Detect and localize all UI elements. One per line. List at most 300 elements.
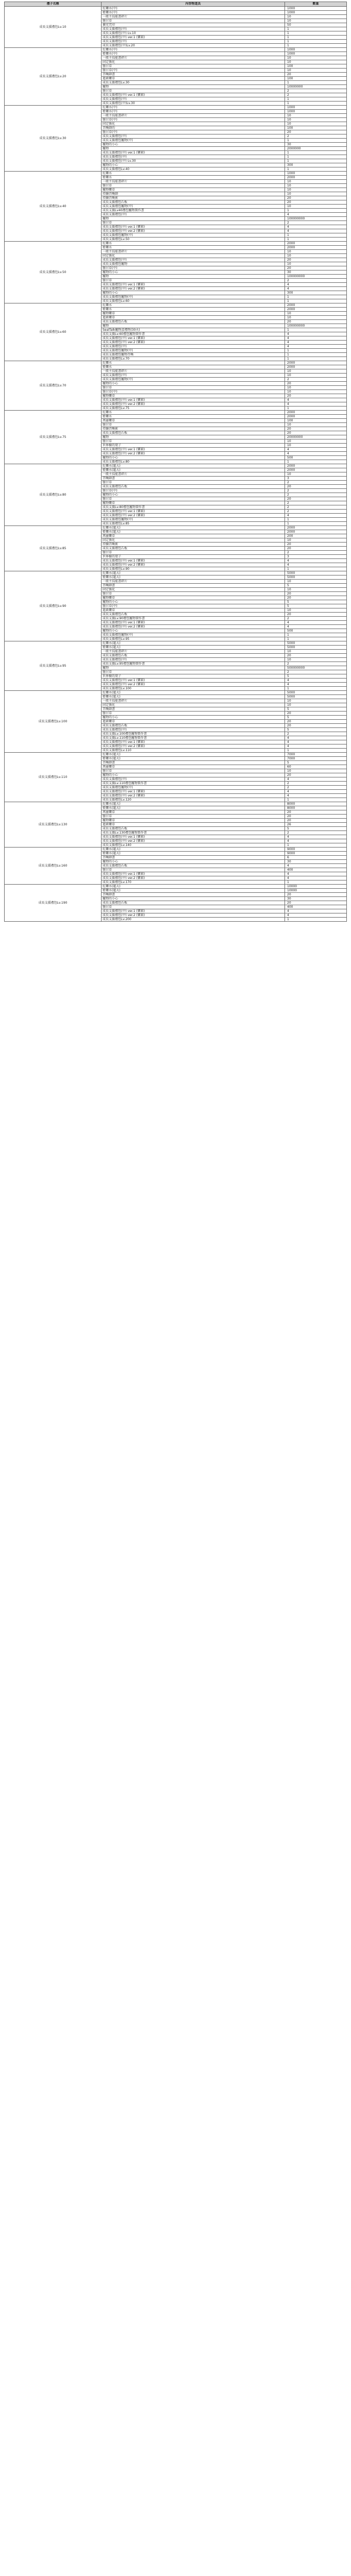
- item-quantity-cell: 5000: [285, 641, 347, 646]
- item-quantity-cell: 1: [285, 798, 347, 802]
- item-quantity-cell: 1: [285, 101, 347, 106]
- item-name-cell: 成長支援禮包Lv.120: [102, 798, 285, 802]
- item-quantity-cell: 10: [285, 608, 347, 613]
- item-quantity-cell: 1: [285, 357, 347, 361]
- table-row: [5, 848, 347, 852]
- item-quantity-cell: 20: [285, 73, 347, 77]
- item-name-cell: 紅藥水(超大): [102, 885, 285, 889]
- item-quantity-cell: 10: [285, 15, 347, 19]
- item-quantity-cell: 1: [285, 151, 347, 155]
- item-quantity-cell: 5000: [285, 571, 347, 575]
- item-quantity-cell: 20: [285, 810, 347, 815]
- item-name-cell: 成長支援禮包(中): [102, 97, 285, 101]
- item-name-cell: 召喚師書: [102, 856, 285, 860]
- item-name-cell: 進級藥草: [102, 720, 285, 724]
- item-quantity-cell: 2: [285, 831, 347, 835]
- item-name-cell: 醫甘草: [102, 423, 285, 427]
- item-name-cell: 成長支援禮包Lv.60: [102, 299, 285, 303]
- item-name-cell: 成長支援禮包(中) ver.1 (寶箱): [102, 151, 285, 155]
- item-quantity-cell: 10: [285, 439, 347, 444]
- item-name-cell: 醫甘草: [102, 670, 285, 674]
- item-quantity-cell: 5: [285, 600, 347, 604]
- item-quantity-cell: 2: [285, 493, 347, 497]
- item-quantity-cell: 400: [285, 868, 347, 872]
- item-quantity-cell: 4: [285, 909, 347, 913]
- item-name-cell: 一般主技能書碎片: [102, 56, 285, 60]
- item-name-cell: 成長支援禮包(中): [102, 27, 285, 31]
- item-name-cell: 成長支援禮包(中)Lv.30: [102, 101, 285, 106]
- item-name-cell: 成長支援禮包Lv.75: [102, 406, 285, 411]
- item-quantity-cell: 3: [285, 555, 347, 559]
- item-quantity-cell: 20: [285, 613, 347, 617]
- item-quantity-cell: 10: [285, 369, 347, 374]
- item-quantity-cell: 500: [285, 456, 347, 460]
- package-name-cell: 成長支援禮包Lv.60: [5, 303, 102, 361]
- item-name-cell: 成長支援禮包(中): [102, 777, 285, 782]
- item-quantity-cell: 4: [285, 213, 347, 217]
- item-name-cell: 成長支援禮包Lv.50: [102, 238, 285, 242]
- item-quantity-cell: 10: [285, 699, 347, 703]
- item-quantity-cell: 200: [285, 534, 347, 538]
- item-name-cell: 成長支援禮包(中): [102, 345, 285, 349]
- item-quantity-cell: 5: [285, 728, 347, 732]
- item-quantity-cell: 7000: [285, 753, 347, 757]
- header-content: 內容物道具: [102, 2, 285, 7]
- item-quantity-cell: 2000: [285, 365, 347, 369]
- item-name-cell: 成長支援禮包(中) ver.2 (寶箱): [102, 514, 285, 518]
- item-quantity-cell: 1000: [285, 48, 347, 52]
- item-quantity-cell: 2: [285, 782, 347, 786]
- item-name-cell: 藍藥水: [102, 308, 285, 312]
- package-name-cell: 成長支援禮包Lv.95: [5, 641, 102, 691]
- item-name-cell: 成長支援禮包石板: [102, 724, 285, 728]
- item-name-cell: 寵物的小心: [102, 270, 285, 275]
- item-name-cell: 寵物藥草: [102, 819, 285, 823]
- package-name-cell: 成長支援禮包Lv.70: [5, 361, 102, 411]
- item-name-cell: 成長支援禮包(中) ver.1 (寶箱): [102, 448, 285, 452]
- item-quantity-cell: 3: [285, 477, 347, 481]
- table-row: [5, 571, 347, 575]
- item-quantity-cell: 10: [285, 650, 347, 654]
- item-quantity-cell: 6: [285, 856, 347, 860]
- item-name-cell: 持續召喚術: [102, 543, 285, 547]
- item-quantity-cell: 1000: [285, 11, 347, 15]
- item-name-cell: 寵物的小心: [102, 629, 285, 633]
- item-name-cell: 紅藥水(超大): [102, 753, 285, 757]
- item-name-cell: 固定強化: [102, 538, 285, 543]
- item-quantity-cell: 10: [285, 184, 347, 188]
- item-name-cell: 紅藥水: [102, 361, 285, 365]
- item-quantity-cell: 5000: [285, 646, 347, 650]
- item-name-cell: 成長支援禮包(中): [102, 728, 285, 732]
- header-row: [5, 2, 347, 7]
- item-quantity-cell: 2000: [285, 246, 347, 250]
- item-name-cell: 藍藥水(超大): [102, 530, 285, 534]
- package-name-cell: 成長支援禮包Lv.10: [5, 7, 102, 48]
- item-name-cell: 成長支援禮包Lv.140: [102, 843, 285, 848]
- item-quantity-cell: 10: [285, 390, 347, 394]
- item-name-cell: 成長支援禮包石板: [102, 901, 285, 905]
- item-name-cell: 成長支援禮包(中): [102, 40, 285, 44]
- item-name-cell: 醫甘草(中): [102, 266, 285, 270]
- item-name-cell: 成長支援禮包(中) ver.2 (寶箱): [102, 625, 285, 629]
- item-quantity-cell: 2: [285, 481, 347, 485]
- item-quantity-cell: 400: [285, 905, 347, 909]
- item-name-cell: 成長支援禮包(中) ver.2 (寶箱): [102, 683, 285, 687]
- item-quantity-cell: 4: [285, 283, 347, 287]
- item-name-cell: 成長支援禮包(中) ver.2 (寶箱): [102, 876, 285, 880]
- document: [0, 0, 351, 922]
- item-name-cell: 成長支援禮包(中) ver.2 (寶箱): [102, 744, 285, 749]
- item-quantity-cell: 4: [285, 794, 347, 798]
- item-name-cell: 成長支援禮包Lv.100: [102, 687, 285, 691]
- item-name-cell: 紅藥水: [102, 172, 285, 176]
- item-quantity-cell: 20: [285, 654, 347, 658]
- item-quantity-cell: 1: [285, 139, 347, 143]
- item-quantity-cell: 4: [285, 790, 347, 794]
- item-name-cell: 寵物: [102, 435, 285, 439]
- package-name-cell: 成長支援禮包Lv.110: [5, 753, 102, 802]
- item-name-cell: 寵物的小心: [102, 382, 285, 386]
- table-row: [5, 106, 347, 110]
- item-name-cell: 寵物藥草: [102, 188, 285, 192]
- item-name-cell: 寵物: [102, 217, 285, 221]
- item-quantity-cell: 2: [285, 662, 347, 666]
- item-quantity-cell: 4: [285, 341, 347, 345]
- item-name-cell: 世界樹的葉子: [102, 674, 285, 679]
- item-quantity-cell: 2000: [285, 415, 347, 419]
- item-name-cell: 紅藥水(超大): [102, 848, 285, 852]
- item-name-cell: 藍藥水: [102, 415, 285, 419]
- item-quantity-cell: 5: [285, 674, 347, 679]
- item-quantity-cell: 10000: [285, 885, 347, 889]
- item-quantity-cell: 10: [285, 254, 347, 258]
- item-name-cell: 召喚師書: [102, 893, 285, 897]
- item-name-cell: 成長支援Lv.95禮包寵物製作書: [102, 662, 285, 666]
- item-name-cell: 醫甘草: [102, 19, 285, 23]
- table-row: [5, 464, 347, 468]
- item-name-cell: 成長支援Lv40禮包寵物製作書: [102, 209, 285, 213]
- item-quantity-cell: 2: [285, 93, 347, 97]
- package-name-cell: 成長支援禮包Lv.90: [5, 571, 102, 641]
- item-name-cell: 成長支援禮包(中): [102, 374, 285, 378]
- item-name-cell: 成長支援禮包石板: [102, 613, 285, 617]
- item-name-cell: 醫甘草: [102, 221, 285, 225]
- package-name-cell: 成長支援禮包Lv.75: [5, 411, 102, 464]
- item-name-cell: 成長支援禮包(中) ver.1 (寶箱): [102, 336, 285, 341]
- item-name-cell: 成長支援禮包(中) ver.2 (寶箱): [102, 341, 285, 345]
- package-table: [4, 2, 347, 922]
- item-quantity-cell: 5000: [285, 695, 347, 699]
- item-name-cell: 成長支援禮包(中) ver.1 (寶箱): [102, 835, 285, 839]
- item-quantity-cell: 1: [285, 27, 347, 31]
- item-quantity-cell: 10: [285, 580, 347, 584]
- item-name-cell: 成長支援禮包(中) Lv.30: [102, 159, 285, 163]
- item-name-cell: 持續召喚師: [102, 192, 285, 196]
- item-name-cell: 一般主技能書碎片: [102, 369, 285, 374]
- item-quantity-cell: 20: [285, 893, 347, 897]
- item-name-cell: 進級藥草: [102, 823, 285, 827]
- item-quantity-cell: 7000: [285, 757, 347, 761]
- item-name-cell: 成長支援禮包石板: [102, 320, 285, 324]
- item-name-cell: 紅藥水: [102, 411, 285, 415]
- item-quantity-cell: 5: [285, 827, 347, 831]
- item-name-cell: 醫甘草: [102, 386, 285, 390]
- item-quantity-cell: 9000: [285, 848, 347, 852]
- item-quantity-cell: 20: [285, 427, 347, 431]
- item-name-cell: 醫甘草: [102, 711, 285, 716]
- item-name-cell: 成長支援禮包Lv.85: [102, 522, 285, 526]
- package-name-cell: 成長支援禮包Lv.20: [5, 48, 102, 106]
- item-name-cell: 寵物的小心: [102, 456, 285, 460]
- item-quantity-cell: 1000: [285, 52, 347, 56]
- item-name-cell: 醫甘草: [102, 905, 285, 909]
- table-body: [5, 7, 347, 922]
- item-name-cell: 成長支援禮包(中) ver.2 (寶箱): [102, 563, 285, 567]
- item-name-cell: 成長支援Lv.110禮包寵物製作書: [102, 782, 285, 786]
- item-quantity-cell: 10: [285, 312, 347, 316]
- item-name-cell: 成長支援禮包(中) ver.1 (寶箱): [102, 621, 285, 625]
- item-quantity-cell: 10: [285, 114, 347, 118]
- item-name-cell: 寵物: [102, 324, 285, 328]
- item-quantity-cell: 30: [285, 270, 347, 275]
- item-quantity-cell: 20: [285, 497, 347, 501]
- table-row: [5, 691, 347, 695]
- item-quantity-cell: 4: [285, 559, 347, 563]
- item-quantity-cell: 4: [285, 835, 347, 839]
- item-quantity-cell: 2000: [285, 242, 347, 246]
- item-name-cell: 紅藥水(中): [102, 106, 285, 110]
- item-name-cell: 醫甘草: [102, 481, 285, 485]
- item-name-cell: 寵物的小心: [102, 163, 285, 167]
- item-name-cell: 醫甘草: [102, 592, 285, 596]
- table-row: [5, 303, 347, 308]
- item-quantity-cell: 2: [285, 617, 347, 621]
- package-name-cell: 成長支援禮包Lv.130: [5, 802, 102, 848]
- item-quantity-cell: 4: [285, 345, 347, 349]
- item-name-cell: 成長支援禮包(中) ver.2 (寶箱): [102, 287, 285, 291]
- item-name-cell: 成長支援禮包(中) ver.2 (寶箱): [102, 794, 285, 798]
- item-name-cell: 寵物的小心: [102, 773, 285, 777]
- item-quantity-cell: 10: [285, 658, 347, 662]
- item-quantity-cell: 2: [285, 505, 347, 510]
- item-name-cell: 醫甘草(中): [102, 604, 285, 608]
- item-quantity-cell: 4: [285, 332, 347, 336]
- item-name-cell: 一般主技能書碎片: [102, 650, 285, 654]
- item-quantity-cell: 20: [285, 394, 347, 398]
- item-name-cell: 藍藥水: [102, 365, 285, 369]
- item-quantity-cell: 1: [285, 687, 347, 691]
- item-quantity-cell: 100: [285, 64, 347, 69]
- item-quantity-cell: 20: [285, 592, 347, 596]
- item-name-cell: 藍藥水: [102, 176, 285, 180]
- item-quantity-cell: 1: [285, 159, 347, 163]
- table-row: [5, 526, 347, 530]
- item-name-cell: 一般主技能書碎片: [102, 580, 285, 584]
- item-name-cell: 醫甘草(中): [102, 489, 285, 493]
- item-name-cell: 一般主技能書碎片: [102, 250, 285, 254]
- item-name-cell: 寵物的小心: [102, 291, 285, 295]
- item-quantity-cell: 5: [285, 584, 347, 588]
- item-name-cell: 召喚師書: [102, 73, 285, 77]
- item-name-cell: 成長支援Lv.130禮包寵物製作書: [102, 831, 285, 835]
- item-name-cell: 藍藥水: [102, 246, 285, 250]
- item-quantity-cell: 1: [285, 518, 347, 522]
- item-name-cell: 醫甘草(中): [102, 118, 285, 122]
- item-quantity-cell: 2: [285, 786, 347, 790]
- item-quantity-cell: 4: [285, 287, 347, 291]
- item-quantity-cell: 100000000: [285, 324, 347, 328]
- item-quantity-cell: 20: [285, 596, 347, 600]
- item-quantity-cell: 2000: [285, 468, 347, 472]
- item-quantity-cell: 10: [285, 205, 347, 209]
- item-name-cell: 紅藥水(超大): [102, 641, 285, 646]
- item-quantity-cell: 1: [285, 155, 347, 159]
- item-name-cell: 成長支援禮包Lv.200: [102, 918, 285, 922]
- item-name-cell: 醫甘草: [102, 868, 285, 872]
- item-quantity-cell: 1000: [285, 172, 347, 176]
- item-name-cell: 成長支援禮包寵物(中): [102, 378, 285, 382]
- item-quantity-cell: 500: [285, 629, 347, 633]
- item-name-cell: 藍藥水(中): [102, 52, 285, 56]
- item-quantity-cell: 2000: [285, 530, 347, 534]
- item-quantity-cell: 4: [285, 563, 347, 567]
- item-name-cell: 萬靈藥草: [102, 419, 285, 423]
- item-name-cell: 成長支援禮包石板: [102, 827, 285, 831]
- item-quantity-cell: 1: [285, 633, 347, 637]
- item-quantity-cell: 5: [285, 716, 347, 720]
- item-quantity-cell: 4: [285, 448, 347, 452]
- item-name-cell: 一般主技能書碎片: [102, 699, 285, 703]
- item-name-cell: 醫甘草: [102, 89, 285, 93]
- item-name-cell: 成長支援禮包Lv.30: [102, 81, 285, 85]
- item-name-cell: 成長支援禮包寵物(中): [102, 205, 285, 209]
- item-quantity-cell: 1: [285, 167, 347, 172]
- item-quantity-cell: 2: [285, 279, 347, 283]
- item-name-cell: 固定強化: [102, 60, 285, 64]
- item-quantity-cell: 4: [285, 683, 347, 687]
- package-name-cell: 成長支援禮包Lv.190: [5, 885, 102, 922]
- item-name-cell: 醫甘草: [102, 769, 285, 773]
- item-name-cell: 寵物藥草: [102, 312, 285, 316]
- item-quantity-cell: 1: [285, 81, 347, 85]
- item-name-cell: 寵物: [102, 85, 285, 89]
- item-name-cell: 成長支援Lv.80禮包寵物製作書: [102, 505, 285, 510]
- item-quantity-cell: 30: [285, 143, 347, 147]
- item-quantity-cell: 8000: [285, 806, 347, 810]
- item-name-cell: 成長支援禮包(中)Lv.20: [102, 44, 285, 48]
- item-quantity-cell: 10: [285, 122, 347, 126]
- item-quantity-cell: 2000: [285, 464, 347, 468]
- item-quantity-cell: 10: [285, 56, 347, 60]
- item-quantity-cell: 4: [285, 225, 347, 229]
- item-quantity-cell: 1: [285, 97, 347, 101]
- item-quantity-cell: 5: [285, 761, 347, 765]
- item-quantity-cell: 1: [285, 209, 347, 213]
- table-row: [5, 885, 347, 889]
- package-name-cell: 成長支援禮包Lv.85: [5, 526, 102, 571]
- item-quantity-cell: 1: [285, 349, 347, 353]
- item-name-cell: 寵物的小心: [102, 716, 285, 720]
- item-quantity-cell: 1: [285, 406, 347, 411]
- item-name-cell: 成長支援禮包(中) ver.1 (寶箱): [102, 510, 285, 514]
- item-name-cell: 成長支援禮包(中): [102, 134, 285, 139]
- item-name-cell: 固定強化: [102, 254, 285, 258]
- item-name-cell: 成長支援禮包Lv.40: [102, 167, 285, 172]
- item-quantity-cell: 10: [285, 588, 347, 592]
- item-name-cell: 進級藥草: [102, 316, 285, 320]
- item-name-cell: 成長支援禮包Lv.110: [102, 749, 285, 753]
- item-quantity-cell: 10: [285, 703, 347, 707]
- item-quantity-cell: 2: [285, 89, 347, 93]
- item-quantity-cell: 8000: [285, 802, 347, 806]
- item-quantity-cell: 10: [285, 60, 347, 64]
- item-name-cell: 成長支援Lv.90禮包寵物製作書: [102, 617, 285, 621]
- item-quantity-cell: 4: [285, 913, 347, 918]
- item-name-cell: 成長支援禮包(中) ver.1 (寶箱): [102, 909, 285, 913]
- item-quantity-cell: 4: [285, 872, 347, 876]
- item-name-cell: 紅藥水(中): [102, 48, 285, 52]
- item-quantity-cell: 10000000: [285, 85, 347, 89]
- item-quantity-cell: 4: [285, 740, 347, 744]
- item-name-cell: 成長支援禮包(中) ver.1 (寶箱): [102, 398, 285, 402]
- item-name-cell: 醫甘草: [102, 439, 285, 444]
- item-quantity-cell: 1: [285, 637, 347, 641]
- item-quantity-cell: 2000: [285, 176, 347, 180]
- item-name-cell: 寵物: [102, 666, 285, 670]
- item-name-cell: 成長支援禮包(中): [102, 155, 285, 159]
- item-name-cell: 寵物藥草: [102, 501, 285, 505]
- item-name-cell: 成長支援禮包寵物(中): [102, 786, 285, 790]
- item-name-cell: 醫甘草: [102, 279, 285, 283]
- item-name-cell: 召喚師書: [102, 707, 285, 711]
- item-name-cell: 紅藥水(超大): [102, 526, 285, 530]
- item-name-cell: 紅藥水: [102, 303, 285, 308]
- item-name-cell: 成長支援禮包寵物召喚: [102, 353, 285, 357]
- item-quantity-cell: 5000: [285, 691, 347, 695]
- item-quantity-cell: 4: [285, 839, 347, 843]
- item-name-cell: 藍藥水(超大): [102, 852, 285, 856]
- item-name-cell: 成長支援Lv.110禮包寵物製作書: [102, 736, 285, 740]
- table-row: [5, 753, 347, 757]
- item-name-cell: SealTalk寵物蛋禮物(30天): [102, 328, 285, 332]
- item-name-cell: 一般主技能書碎片: [102, 15, 285, 19]
- item-quantity-cell: 20: [285, 196, 347, 200]
- item-quantity-cell: 100000000: [285, 217, 347, 221]
- item-quantity-cell: 20: [285, 543, 347, 547]
- item-quantity-cell: 10: [285, 250, 347, 254]
- item-name-cell: 醫甘草: [102, 497, 285, 501]
- item-name-cell: 成長支援禮包寵物(中): [102, 233, 285, 238]
- item-quantity-cell: 20: [285, 485, 347, 489]
- item-quantity-cell: 2: [285, 378, 347, 382]
- item-quantity-cell: 4: [285, 452, 347, 456]
- package-name-cell: 成長支援禮包Lv.160: [5, 848, 102, 885]
- package-name-cell: 成長支援禮包Lv.30: [5, 106, 102, 172]
- item-quantity-cell: 100: [285, 419, 347, 423]
- item-name-cell: 成長支援禮包(中) ver.1 (寶箱): [102, 679, 285, 683]
- item-quantity-cell: 1: [285, 40, 347, 44]
- item-name-cell: 成長支援禮包(中) ver.2 (寶箱): [102, 402, 285, 406]
- item-quantity-cell: 2000000: [285, 147, 347, 151]
- item-quantity-cell: 10: [285, 538, 347, 543]
- item-quantity-cell: 100: [285, 126, 347, 130]
- table-row: [5, 802, 347, 806]
- item-name-cell: 成長支援禮包(中) ver.2 (寶箱): [102, 229, 285, 233]
- item-name-cell: 成長支援禮包(中) ver.2 (寶箱): [102, 839, 285, 843]
- item-name-cell: 成長支援禮包Lv.70: [102, 357, 285, 361]
- item-name-cell: 固定強化: [102, 122, 285, 126]
